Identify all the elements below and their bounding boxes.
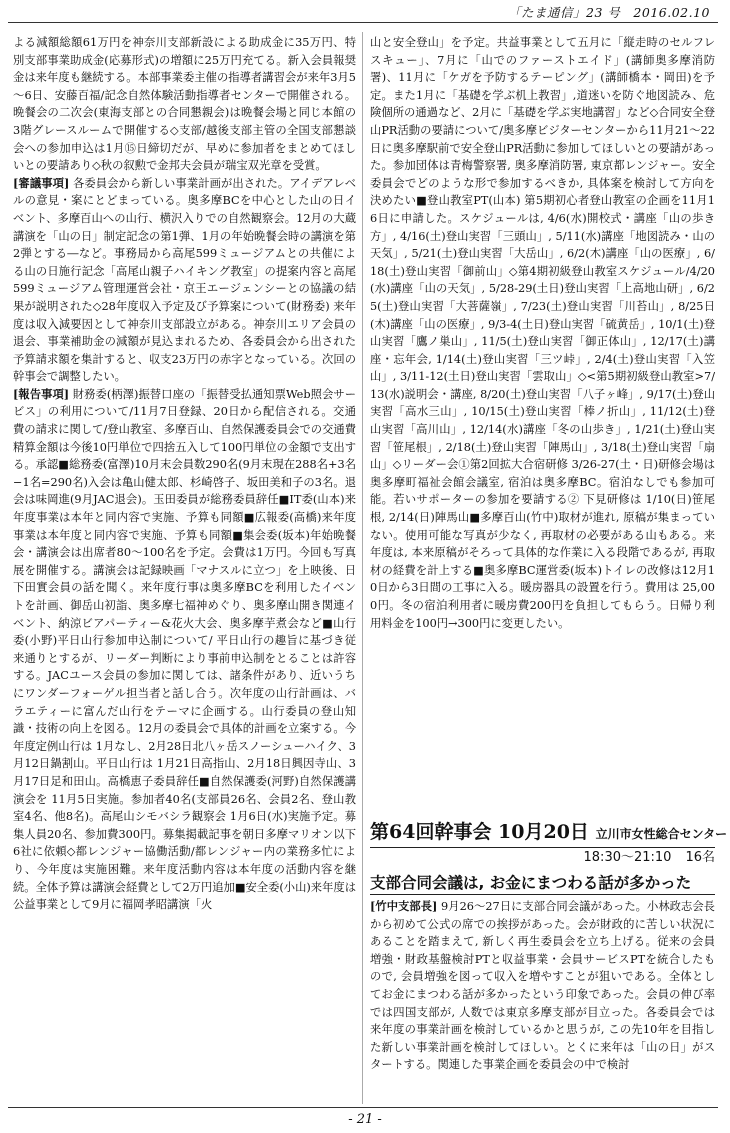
report-text: 財務委(柄澤)振替口座の「振替受払通知票Web照会サービス」の利用について/11月7日登録、20日から配信される。交通費の請求に関して/登山教室、多摩百山、自然保護委員会での交通費精算金額は今後10円単位で四捨五入して100円単位の金額で支出する。承認■総務委(富澤)10月末会員数290名(9月末現在288名+3名−1名=290名)入会は亀山健太郎、杉崎啓子、坂田美和子の3名。退会は味岡進(9月JAC退会)。玉田委員が総務委員辞任■IT委(山本)来年度事業は本年と同内容で実施、予算も同額■広報委(高橋)来年度事業は本年度と同内容で実施、予算も同額■集会委(坂本)年始晩餐会・講演会は出席者80～100名を予定。会費は1万円。今回も写真展を開催する。講演会は記録映画「マナスルに立つ」を上映後、日下田實会員の話を聞く。来年度行事は奥多摩BCを利用したイベントを計画、御岳山初詣、奥多摩七福神めぐり、奥多摩山開き関連イベント、納涼ビアパーティー&花火大会、奥多摩芋煮会など■山行委(小野)平日山行参加申込制について/ 平日山行の趣旨に基づき従来通りとするが、リーダー判断により事前申込制をとることは許容する。JACユース会員の参加に関しては、諸条件があり、近いうちにワンダーフォーゲル担当者と話し合う。次年度の山行計画は、バラエティーに富んだ山行をテーマに企画する。山行委員の登山知識・技術の向上を図る。12月の委員会で具体的計画を立案する。今年度定例山行は 1月なし、2月28日北八ヶ岳スノーシューハイク、3月12日鍋割山。平日山行は 1月21日高指山、2月18日興因寺山、3月17日足和田山。高橋恵子委員辞任■自然保護委(河野)自然保護講演会を 11月5日実施。参加者40名(支部員26名、会員2名、登山教室4名、他8名)。高尾山シモバシラ観察会 1月6日(水)実施予定。募集人員20名、参加費300円。募集掲載記事を朝日多摩マリオン以下6社に依頼◇都レンジャー協働活動/都レンジャー内の業務多忙により、今年度は実施困難。来年度活動内容は本年度の活動内容を継続。全体予算は講演会経費として2万円追加■安全委(小山)来年度は公益事業として9月に福岡孝昭講演「火 bbox=[13, 387, 356, 912]
issue-header-text: 「たま通信」23 号 2016.02.10 bbox=[508, 5, 710, 20]
left-paragraph-3 bbox=[13, 386, 356, 914]
meeting-headline: 支部合同会議は, お金にまつわる話が多かった bbox=[370, 874, 692, 892]
page-number: - 21 - bbox=[348, 1112, 382, 1127]
meeting-body bbox=[370, 898, 715, 1074]
column-divider bbox=[362, 32, 363, 1104]
right-column bbox=[370, 34, 715, 632]
deliberation-text: 各委員会から新しい事業計画が出された。アイデアレベルの意見・案にとどまっている。奥多摩BCを中心とした山の日イベント、多摩百山への山行、横沢入りでの自然観察会。12月の大蔵講演を「山の日」制定記念の第1弾、1月の年始晩餐会時の講演を第2弾とする―など。事務局から高尾599ミュージアムとの共催による山の日施行記念「高尾山親子ハイキング教室」の提案内容と高尾599ミュージアム管理運営会社・京王エージェンシーとの協議の結果が説明された◇28年度収入予定及び予算案について(財務委) 来年度は収入減要因として神奈川支部設立がある。神奈川エリア会員の退会、事業補助金の減額が見込まれるため、各委員会から出された予算請求額を集計すると、収支23万円の赤字となっている。次回の幹事会で調整したい。 bbox=[13, 176, 356, 384]
right-paragraph-1: 山と安全登山」を予定。共益事業として五月に「縦走時のセルフレスキュー」、7月に「山でのファーストエイド」(講師奥多摩消防署)、11月に「ケガを予防するテーピング」(講師橋本・岡田)を予定。また1月に「基礎を学ぶ机上教習」,道迷いを防ぐ地図読み、危険個所の通過など、2月に「基礎を学ぶ実地講習」など◇合同安全登山PR活動の要請について/奥多摩ビジターセンターから11月21～22日に奥多摩駅前で安全登山PR活動に参加してほしいとの要請があった。参加団体は青梅警察署, 奥多摩消防署, 東京都レンジャー。安全委員会でどのような形で参加するべきか, 具体案を検討して方向を決めたい■登山教室PT(山本) 第5期初心者登山教室の企画を11月16日に申請した。スケジュールは, 4/6(水)開校式・講座「山の歩き方」, 4/16(土)登山実習「三頭山」, 5/11(水)講座「地図読み・山の天気」, 5/21(土)登山実習「大岳山」, 6/2(木)講座「山の医療」, 6/18(土)登山実習「御前山」◇第4期初級登山教室スケジュール/4/20(水)講座「山の天気」, 5/28-29(土日)登山実習「上高地山研」, 6/25(土)登山実習「大菩薩嶺」, 7/23(土)登山実習「川苔山」, 8/25日(木)講座「山の医療」, 9/3-4(土日)登山実習「硫黄岳」, 10/1(土)登山実習「鷹ノ巣山」, 11/5(土)登山実習「御正体山」, 12/17(土)講座・忘年会, 1/14(土)登山実習「三ツ峠」, 2/4(土)登山実習「入笠山」, 3/11-12(土日)登山実習「雲取山」◇<第5期初級登山教室>7/13(水)説明会・講座, 8/20(土)登山実習「八子ヶ峰」, 9/17(土)登山実習「高水三山」, 10/15(土)登山実習「棒ノ折山」, 11/12(土)登山実習「高川山」, 12/14(水)講座「冬の山歩き」, 1/21(土)登山実習「笹尾根」, 2/18(土)登山実習「陣馬山」, 3/18(土)登山実習「扇山」◇リーダー会①第2回拡大合宿研修 3/26-27(土・日)研修会場は奥多摩町福祉会館会議室, 宿泊は奥多摩BC。宿泊なしでも参加可能。若いサポーターの参加を要請する② 下見研修は 1/10(日)笹尾根, 2/14(日)陣馬山■多摩百山(竹中)取材が進れ, 原稿が集まっていない。使用可能な写真が少なく, 再取材の必要がある山もある。来年度は, 本来原稿がそろって具体的な作業に入る段階であるが, 再取材の経費を計上する■奥多摩BC運営委(坂本)トイレの改修は12月10日から3日間の工事に入る。暖房器具の設置を行う。費用は 25,000円。冬の宿泊利用者に暖房費200円を負担してもらう。日帰り利用料金を100円→300円に変更したい。 bbox=[370, 36, 715, 630]
meeting-time: 18:30～21:10 bbox=[583, 850, 672, 865]
deliberation-tag: [審議事項] bbox=[13, 175, 70, 190]
meeting-title: 第64回幹事会 10月20日 bbox=[370, 821, 589, 843]
left-paragraph-2 bbox=[13, 175, 356, 386]
report-tag: [報告事項] bbox=[13, 386, 70, 401]
meeting-title-line bbox=[370, 820, 728, 846]
meeting-attendance: 16名 bbox=[685, 850, 715, 865]
headline-rule bbox=[370, 894, 715, 895]
meeting-time-line bbox=[370, 848, 715, 868]
left-column bbox=[13, 34, 356, 914]
left-paragraph-1: よる減額総額61万円を神奈川支部新設による助成金に35万円、特別支部事業助成金(応募形式)の増額に25万円充てる。新入会員報奨金は来年度も継続する。本部事業委主催の指導者講習会が来年3月5～6日、安藤百福/記念自然体験活動指導者センターで開催される。晩餐会の二次会(東海支部との合同懇親会)は晩餐会場と同じ本館の3階グレースルームで開催する◇支部/越後支部主管の全国支部懇談会への参加申込は1月⑮日締切だが、早めに参加者をまとめてほしいとの要請あり◇秋の叙勲で金邦夫会員が瑞宝双光章を受賞。 bbox=[13, 36, 356, 173]
header-rule bbox=[8, 22, 718, 23]
meeting-body-text: 9月26～27日に支部合同会議があった。小林政志会長から初めて公式の席での挨拶があった。会が財政的に苦しい状況にあることを踏まえて, 新しく再生委員会を立ち上げる。従来の会員増強・財政基盤検討PTと収益事業・会員サービスPTを統合したもので, 会員増強を図って収入を増やすことが狙いである。全体としてお金にまつわる話が多かったという印象であった。会員の伸び率では四国支部が, 人数では東京多摩支部が目立った。各委員会では来年度の事業計画を検討しているかと思うが, この先10年を目指した新しい事業計画を検討してほしい。とくに来年は「山の日」がスタートする。関連した事業企画を委員会の中で検討 bbox=[370, 900, 715, 1072]
branch-chief-tag: [竹中支部長] bbox=[370, 899, 438, 913]
meeting-venue: 立川市女性総合センター bbox=[595, 827, 728, 841]
meeting-section bbox=[370, 820, 728, 1074]
footer-rule bbox=[8, 1107, 718, 1108]
